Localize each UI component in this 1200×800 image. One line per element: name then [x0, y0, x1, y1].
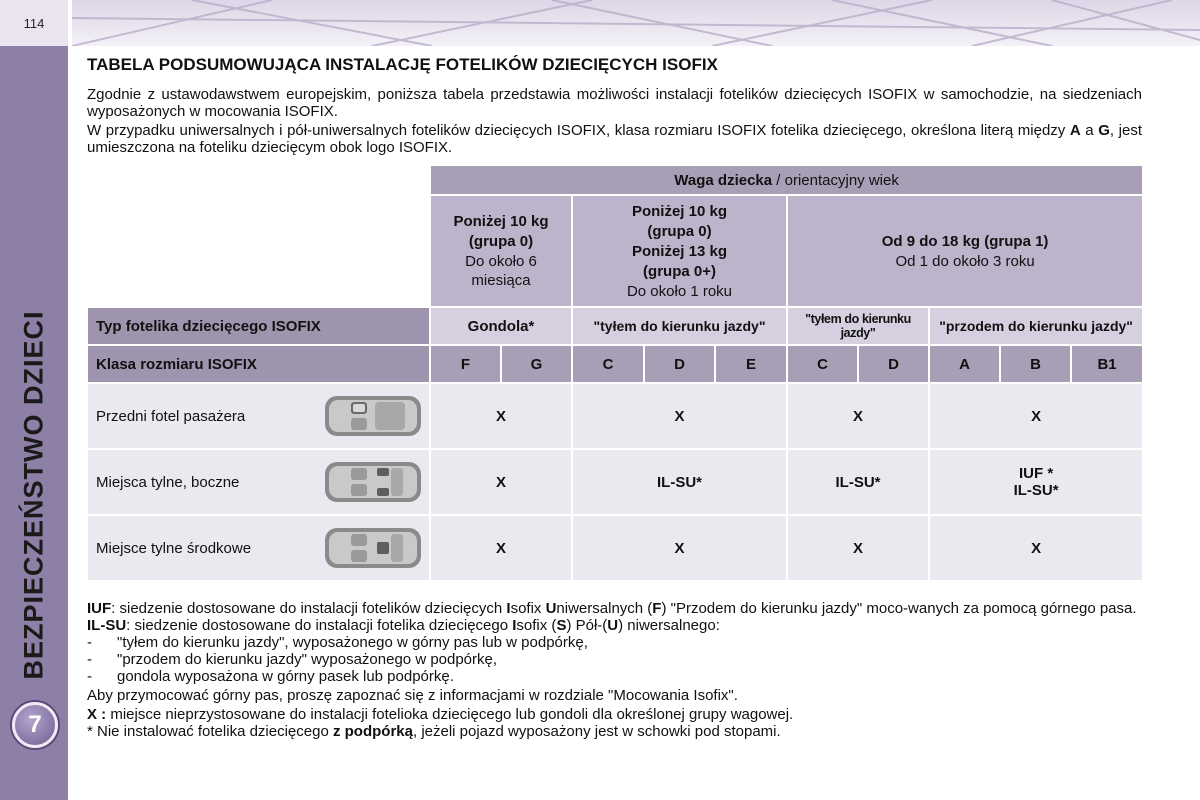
group-line: (grupa 0): [468, 233, 534, 250]
note-bullet: [87, 634, 1142, 651]
seat-value: [929, 449, 1143, 515]
table-empty-corner: [87, 195, 430, 307]
note-x: [87, 706, 1142, 723]
chapter-number-badge: 7: [12, 702, 58, 748]
seat-cell: [87, 449, 430, 515]
note-text: niwersalnych (: [556, 600, 653, 617]
bullet-text: gondola wyposażona w górny pasek lub podpórkę.: [117, 668, 454, 685]
note-bullet: [87, 668, 1142, 685]
seat-value: X: [929, 515, 1143, 581]
seat-value: IL-SU*: [787, 449, 929, 515]
note-text: , jeżeli pojazd wyposażony jest w schowki pod stopami.: [412, 723, 781, 740]
seat-value: X: [430, 515, 572, 581]
bullet-mark: -: [87, 651, 92, 668]
group-line: Poniżej 10 kg: [453, 213, 549, 230]
table-empty-corner: [87, 165, 430, 195]
class-cell: G: [501, 345, 572, 383]
weight-header: [430, 165, 1143, 195]
note-key: I: [512, 617, 517, 634]
note-bullet: [87, 651, 1142, 668]
note-iuf: [87, 600, 1142, 617]
group-line: Do około 6: [465, 253, 537, 270]
footnotes: [87, 600, 1142, 740]
seat-row-rear-middle: [87, 515, 1143, 581]
note-text: * Nie instalować fotelika dziecięcego: [87, 723, 333, 740]
note-text: sofix: [510, 600, 546, 617]
bullet-text: "przodem do kierunku jazdy" wyposażonego w podpórkę,: [117, 651, 498, 668]
seat-value-line: IUF *: [1018, 465, 1054, 482]
class-cell: B1: [1071, 345, 1143, 383]
seat-value: X: [787, 383, 929, 449]
intro-text-part: a: [1080, 122, 1099, 139]
class-cell: F: [430, 345, 501, 383]
page-title: TABELA PODSUMOWUJĄCA INSTALACJĘ FOTELIKÓW DZIECIĘCYCH ISOFIX: [87, 55, 718, 74]
note-text: miejsce nieprzystosowane do instalacji fotelioka dziecięcego lub gondoli dla określonej grupy wagowej.: [106, 706, 794, 723]
class-cell: D: [858, 345, 929, 383]
class-cell: B: [1000, 345, 1071, 383]
intro-text: [87, 86, 1142, 158]
type-rear-facing: "tyłem do kierunku jazdy": [572, 307, 787, 345]
note-key: I: [506, 600, 511, 617]
intro-text-part: , jest umieszczona na foteliku dziecięcym obok logo ISOFIX.: [87, 122, 1142, 156]
bullet-mark: -: [87, 634, 92, 651]
seat-value-line: IL-SU*: [1013, 482, 1059, 499]
page-number: 114: [0, 0, 68, 46]
class-letter-a: A: [1069, 122, 1081, 139]
note-key: IL-SU: [87, 617, 127, 634]
group-line: (grupa 0+): [643, 262, 716, 280]
car-topview-icon: [323, 524, 423, 572]
seat-label: Miejsca tylne, boczne: [96, 473, 240, 491]
class-letter-g: G: [1098, 122, 1110, 139]
car-topview-icon: [323, 392, 423, 440]
car-topview-icon: [323, 458, 423, 506]
seat-value: X: [430, 383, 572, 449]
note-text: ) "Przodem do kierunku jazdy" moco-wanych za pomocą górnego pasa.: [661, 600, 1137, 617]
group-line: Poniżej 10 kg: [631, 202, 728, 220]
note-key: U: [545, 600, 557, 617]
note-key: U: [607, 617, 619, 634]
seat-row-rear-side: [87, 449, 1143, 515]
note-key: F: [652, 600, 662, 617]
type-rear-facing-group1: "tyłem do kierunku jazdy": [787, 307, 929, 345]
note-key: IUF: [87, 600, 112, 617]
isofix-summary-table: [86, 164, 1144, 582]
class-cell: C: [787, 345, 858, 383]
note-text: ) Pół-(: [566, 617, 608, 634]
group-line: Od 1 do około 3 roku: [895, 252, 1035, 270]
chapter-title: BEZPIECZEŃSTWO DZIECI: [18, 310, 49, 680]
group-line: miesiąca: [471, 272, 531, 289]
seat-value: X: [787, 515, 929, 581]
intro-paragraph-2: [87, 122, 1142, 156]
intro-text-part: W przypadku uniwersalnych i pół-uniwersalnych fotelików dziecięcych ISOFIX, klasa rozmiaru ISOFIX fotelika dziecięcego, określona literą między: [87, 122, 1070, 139]
seat-value: X: [430, 449, 572, 515]
type-forward-facing: "przodem do kierunku jazdy": [929, 307, 1143, 345]
group-line: (grupa 0): [647, 222, 712, 240]
note-star: [87, 723, 1142, 740]
class-cell: D: [644, 345, 715, 383]
seat-row-front-passenger: [87, 383, 1143, 449]
group-line: Poniżej 13 kg: [631, 242, 728, 260]
seat-label: Miejsce tylne środkowe: [96, 539, 252, 557]
seat-cell: [87, 383, 430, 449]
note-key: S: [556, 617, 567, 634]
intro-paragraph-1: Zgodnie z ustawodawstwem europejskim, poniższa tabela przedstawia możliwości instalacji fotelików dziecięcych ISOFIX w samochodzie, na siedzeniach wyposażonych w mocowania ISOFIX.: [87, 86, 1142, 120]
banner-line-pattern: [72, 0, 1200, 46]
note-text: : siedzenie dostosowane do instalacji fotelików dziecięcych: [111, 600, 507, 617]
seat-cell: [87, 515, 430, 581]
note-key: X :: [87, 706, 107, 723]
note-text: ) niwersalnego:: [618, 617, 720, 634]
note-anchor: Aby przymocować górny pas, proszę zapoznać się z informacjami w rozdziale "Mocowania Isofix".: [87, 687, 738, 704]
note-text: : siedzenie dostosowane do instalacji fotelika dziecięcego: [126, 617, 513, 634]
group-0-plus-header: [572, 195, 787, 307]
seat-value: X: [572, 515, 787, 581]
seat-value: X: [929, 383, 1143, 449]
group-0-header: [430, 195, 572, 307]
bullet-mark: -: [87, 668, 92, 685]
seat-label: Przedni fotel pasażera: [96, 407, 246, 425]
note-text: sofix (: [516, 617, 557, 634]
group-line: Od 9 do 18 kg (grupa 1): [881, 232, 1049, 250]
note-ilsu: [87, 617, 1142, 634]
type-gondola: Gondola*: [430, 307, 572, 345]
weight-header-rest: / orientacyjny wiek: [772, 171, 899, 189]
seat-value: IL-SU*: [572, 449, 787, 515]
group-line: Do około 1 roku: [626, 282, 733, 300]
class-cell: A: [929, 345, 1000, 383]
group-1-header: [787, 195, 1143, 307]
class-cell: C: [572, 345, 644, 383]
seat-value: X: [572, 383, 787, 449]
class-row-label: Klasa rozmiaru ISOFIX: [87, 345, 430, 383]
type-row-label: Typ fotelika dziecięcego ISOFIX: [87, 307, 430, 345]
bullet-text: "tyłem do kierunku jazdy", wyposażonego w górny pas lub w podpórkę,: [117, 634, 588, 651]
weight-header-bold: Waga dziecka: [674, 171, 773, 189]
class-cell: E: [715, 345, 787, 383]
header-banner: [72, 0, 1200, 46]
note-key: z podpórką: [332, 723, 413, 740]
